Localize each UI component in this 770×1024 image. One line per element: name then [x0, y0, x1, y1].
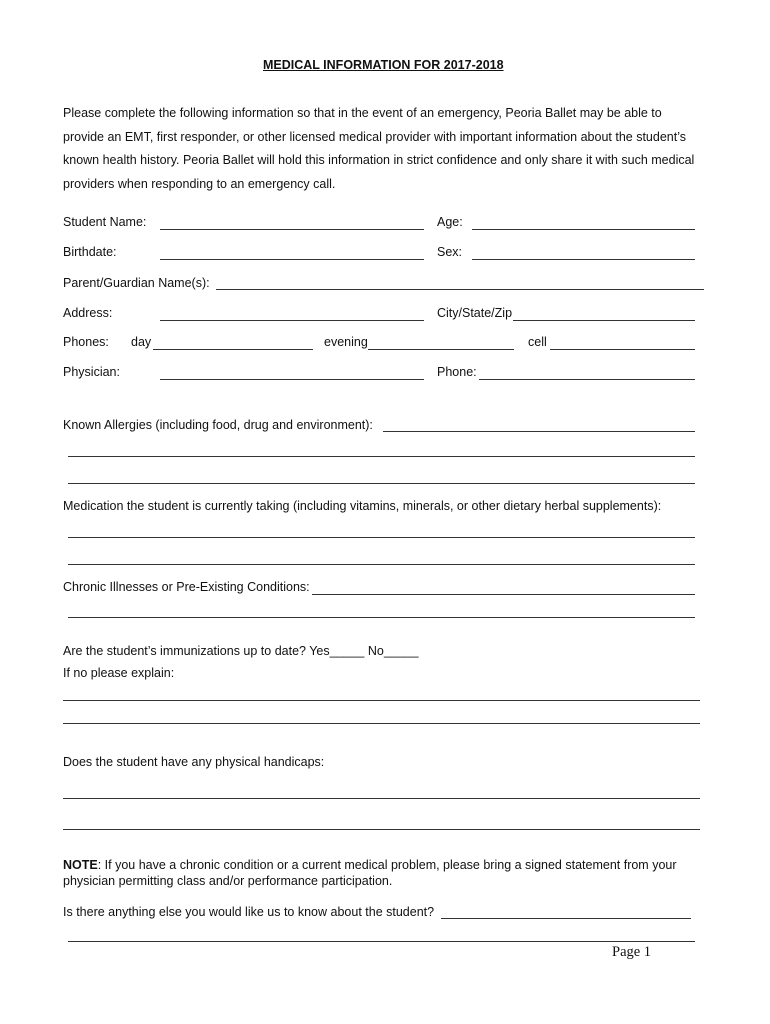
explain-field[interactable]: [63, 700, 700, 701]
intro-line: provide an EMT, first responder, or other licensed medical provider with important information about the student’s: [63, 129, 687, 144]
address-field[interactable]: [160, 320, 424, 321]
if-no-explain-label: If no please explain:: [63, 666, 175, 680]
evening-phone-field[interactable]: [368, 349, 514, 350]
sex-field[interactable]: [472, 259, 695, 260]
note-text: : If you have a chronic condition or a current medical problem, please bring a signed statement from your physician permitting class and/or performance participation.: [63, 858, 677, 888]
handicaps-field[interactable]: [63, 829, 700, 830]
allergies-field[interactable]: [68, 483, 695, 484]
evening-phone-label: evening: [324, 335, 368, 349]
day-phone-field[interactable]: [153, 349, 313, 350]
handicaps-label: Does the student have any physical handicaps:: [63, 755, 325, 769]
day-phone-label: day: [131, 335, 152, 349]
intro-line: Please complete the following information so that in the event of an emergency, Peoria Ballet may be able to: [63, 106, 662, 120]
note-label: NOTE: [63, 858, 98, 872]
note-paragraph: [63, 857, 703, 889]
anything-else-field[interactable]: [68, 941, 695, 942]
allergies-label: Known Allergies (including food, drug and environment):: [63, 418, 373, 432]
handicaps-field[interactable]: [63, 798, 700, 799]
anything-else-field[interactable]: [441, 918, 691, 919]
address-label: Address:: [63, 306, 113, 320]
physician-phone-field[interactable]: [479, 379, 695, 380]
physician-field[interactable]: [160, 379, 424, 380]
chronic-label: Chronic Illnesses or Pre-Existing Conditions:: [63, 580, 310, 594]
chronic-field[interactable]: [68, 617, 695, 618]
city-state-zip-field[interactable]: [513, 320, 695, 321]
anything-else-label: Is there anything else you would like us to know about the student?: [63, 905, 435, 919]
physician-label: Physician:: [63, 365, 120, 379]
allergies-field[interactable]: [68, 456, 695, 457]
intro-paragraph: [63, 102, 713, 196]
student-name-field[interactable]: [160, 229, 424, 230]
parent-guardian-label: Parent/Guardian Name(s):: [63, 276, 210, 290]
medication-field[interactable]: [68, 564, 695, 565]
student-name-label: Student Name:: [63, 215, 147, 229]
phones-label: Phones:: [63, 335, 109, 349]
medication-label: Medication the student is currently taking (including vitamins, minerals, or other dietary herbal supplements):: [63, 499, 662, 513]
intro-line: known health history. Peoria Ballet will hold this information in strict confidence and only share it with such medical: [63, 153, 695, 167]
intro-line: providers when responding to an emergency call.: [63, 176, 336, 191]
city-state-zip-label: City/State/Zip: [437, 306, 513, 320]
physician-phone-label: Phone:: [437, 365, 477, 379]
page-number: Page 1: [612, 944, 652, 960]
page-title: MEDICAL INFORMATION FOR 2017-2018: [263, 58, 504, 72]
cell-phone-field[interactable]: [550, 349, 695, 350]
birthdate-field[interactable]: [160, 259, 424, 260]
allergies-field[interactable]: [383, 431, 695, 432]
cell-phone-label: cell: [528, 335, 547, 349]
medication-field[interactable]: [68, 537, 695, 538]
immunizations-label: Are the student’s immunizations up to date? Yes_____ No_____: [63, 644, 419, 658]
age-field[interactable]: [472, 229, 695, 230]
sex-label: Sex:: [437, 245, 463, 259]
birthdate-label: Birthdate:: [63, 245, 117, 259]
explain-field[interactable]: [63, 723, 700, 724]
parent-guardian-field[interactable]: [216, 289, 704, 290]
age-label: Age:: [437, 215, 463, 229]
chronic-field[interactable]: [312, 594, 695, 595]
